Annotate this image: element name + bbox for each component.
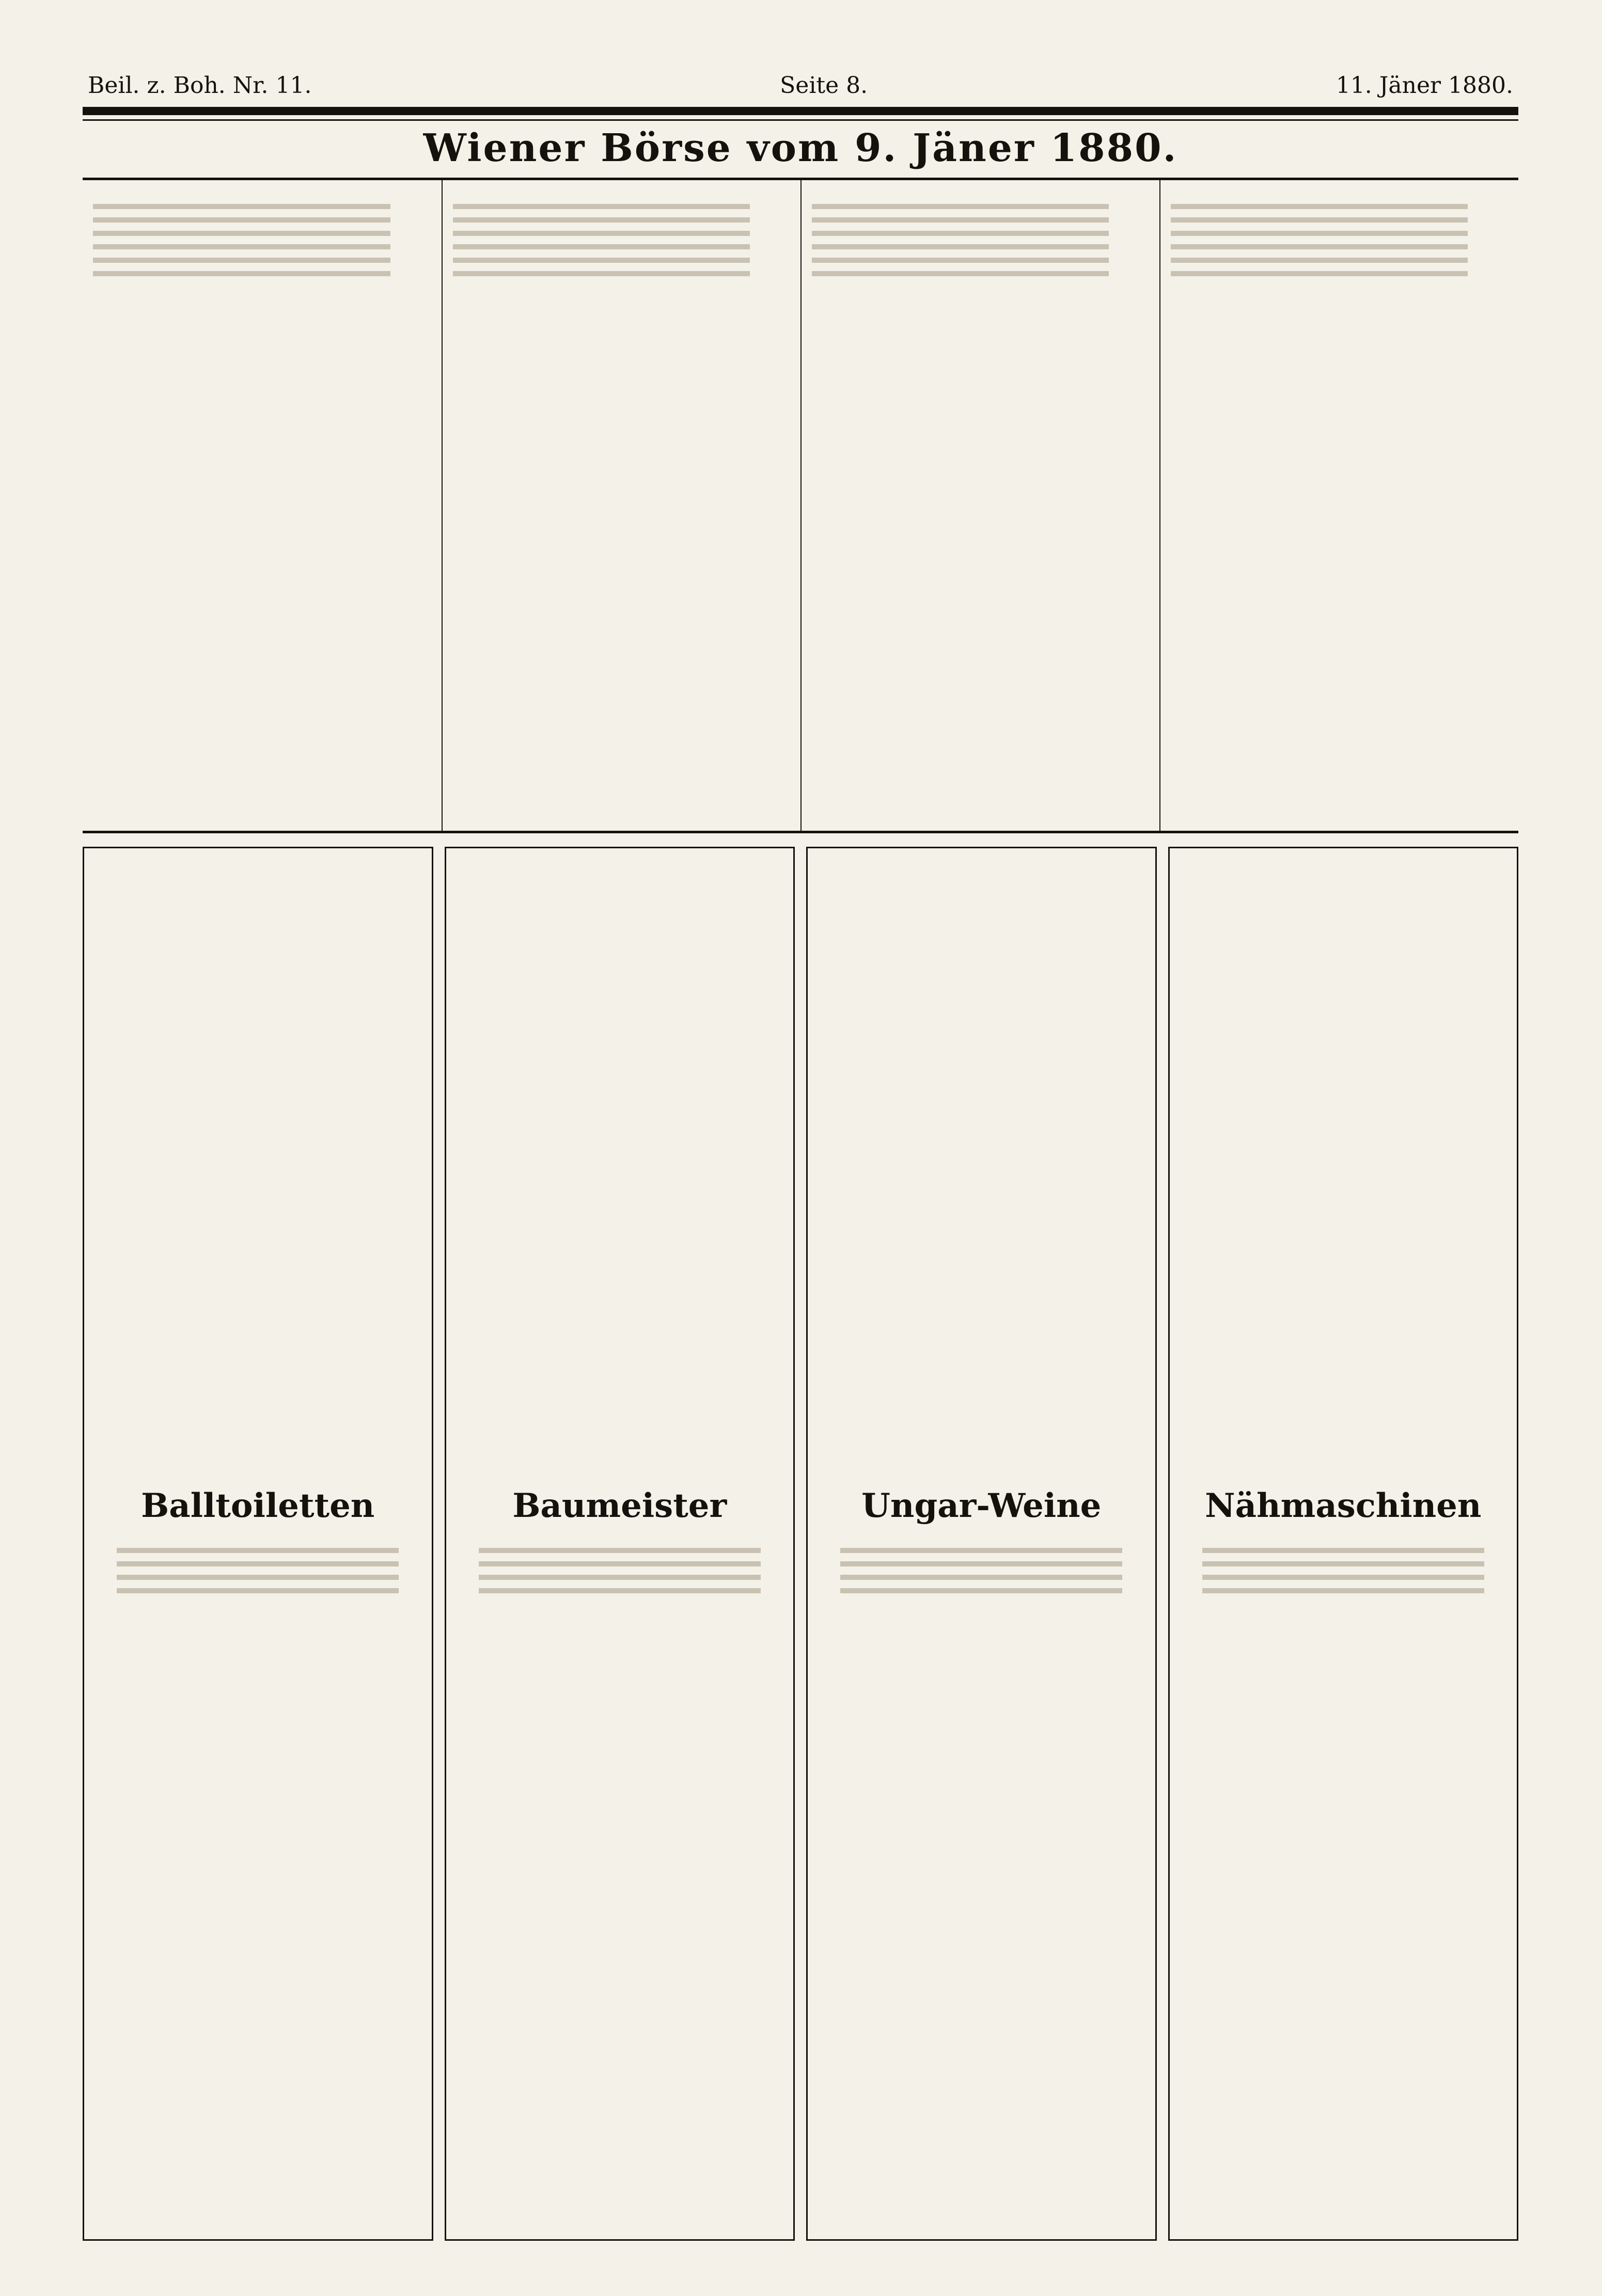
market-column-1 — [83, 180, 442, 831]
advertisement-lines-3 — [840, 1540, 1122, 1602]
advertisement-lines-2 — [479, 1540, 761, 1602]
header-left: Beil. z. Boh. Nr. 11. — [88, 72, 312, 99]
market-table — [83, 180, 1518, 833]
market-column-4 — [1159, 180, 1518, 831]
advertisement-heading-2: Baumeister — [512, 1486, 727, 1525]
running-head — [83, 72, 1518, 107]
advertisement-4 — [1168, 847, 1519, 2241]
advertisement-lines-4 — [1202, 1540, 1484, 1602]
market-lines-3 — [812, 204, 1109, 276]
advertisement-lines-1 — [117, 1540, 399, 1602]
advertisement-1 — [83, 847, 433, 2241]
advertisement-heading-4: Nähmaschinen — [1205, 1486, 1482, 1525]
market-column-2 — [442, 180, 800, 831]
market-title: Wiener Börse vom 9. Jäner 1880. — [83, 121, 1518, 180]
market-lines-4 — [1171, 204, 1468, 276]
advertisement-heading-1: Balltoiletten — [141, 1486, 375, 1525]
advertisement-3 — [806, 847, 1157, 2241]
header-right: 11. Jäner 1880. — [1336, 72, 1513, 99]
market-lines-1 — [93, 204, 390, 276]
header-center: Seite 8. — [780, 72, 868, 99]
market-lines-2 — [453, 204, 750, 276]
advertisement-2 — [445, 847, 795, 2241]
page-sheet — [83, 72, 1518, 2220]
header-rule — [83, 107, 1518, 115]
market-column-3 — [800, 180, 1159, 831]
advertisement-area — [83, 847, 1518, 2241]
advertisement-heading-3: Ungar-Weine — [861, 1486, 1102, 1525]
